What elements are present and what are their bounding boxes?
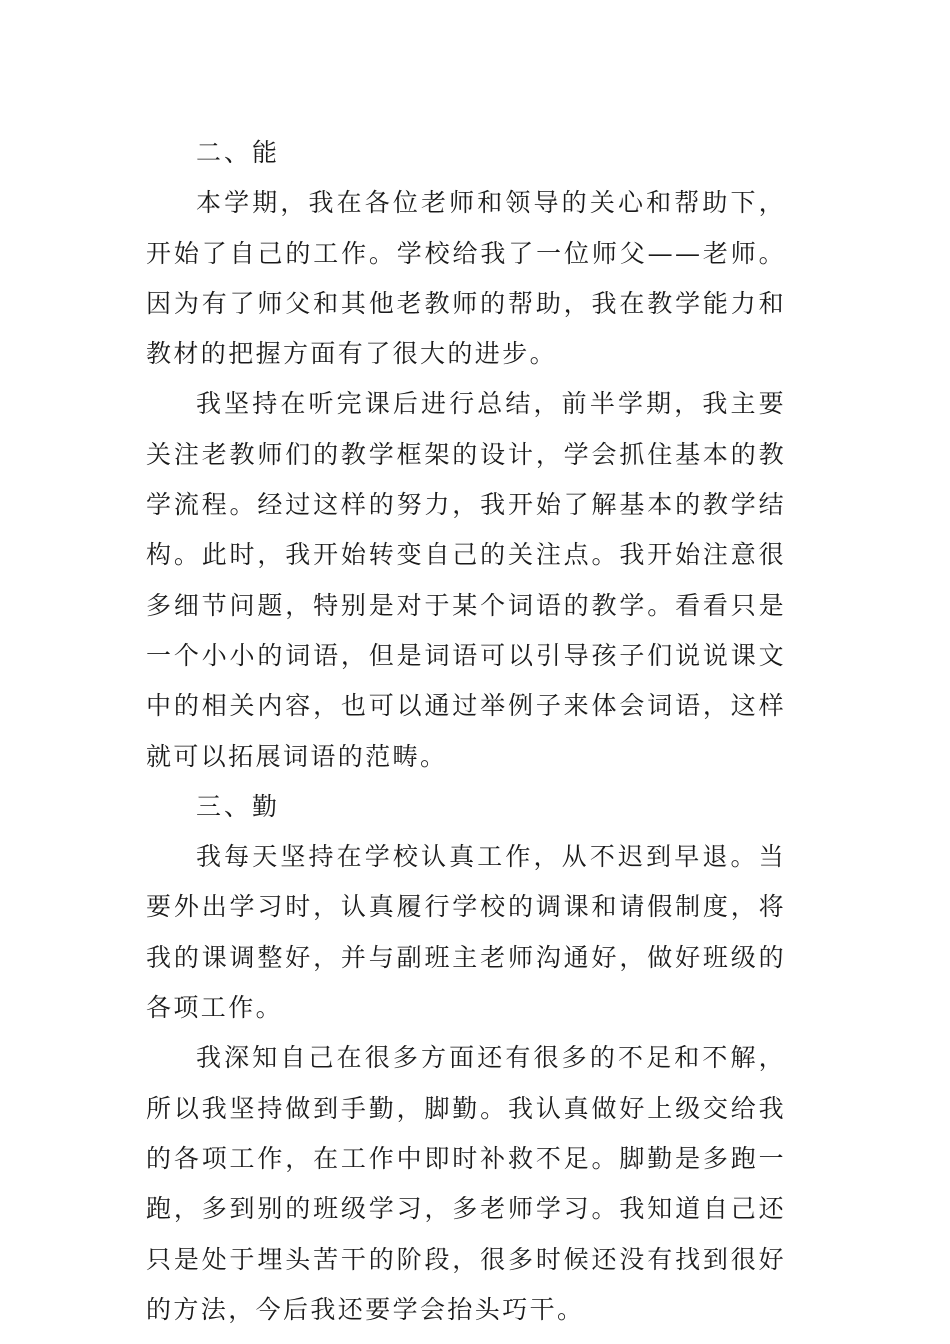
paragraph-3: 我每天坚持在学校认真工作，从不迟到早退。当要外出学习时，认真履行学校的调课和请假制度，将我的课调整好，并与副班主老师沟通好，做好班级的各项工作。 [146,842,786,1023]
document-body [146,128,786,1335]
section-heading-three: 三、勤 [196,791,281,821]
paragraph-1: 本学期，我在各位老师和领导的关心和帮助下，开始了自己的工作。学校给我了一位师父——老师。因为有了师父和其他老教师的帮助，我在教学能力和教材的把握方面有了很大的进步。 [146,188,786,369]
paragraph-2: 我坚持在听完课后进行总结，前半学期，我主要关注老教师们的教学框架的设计，学会抓住基本的教学流程。经过这样的努力，我开始了解基本的教学结构。此时，我开始转变自己的关注点。我开始注意很多细节问题，特别是对于某个词语的教学。看看只是一个小小的词语，但是词语可以引导孩子们说说课文中的相关内容，也可以通过举例子来体会词语，这样就可以拓展词语的范畴。 [146,389,786,771]
paragraph-4: 我深知自己在很多方面还有很多的不足和不解，所以我坚持做到手勤，脚勤。我认真做好上级交给我的各项工作，在工作中即时补救不足。脚勤是多跑一跑，多到别的班级学习，多老师学习。我知道自己还只是处于埋头苦干的阶段，很多时候还没有找到很好的方法，今后我还要学会抬头巧干。 [146,1043,786,1324]
section-heading-two: 二、能 [196,138,281,167]
